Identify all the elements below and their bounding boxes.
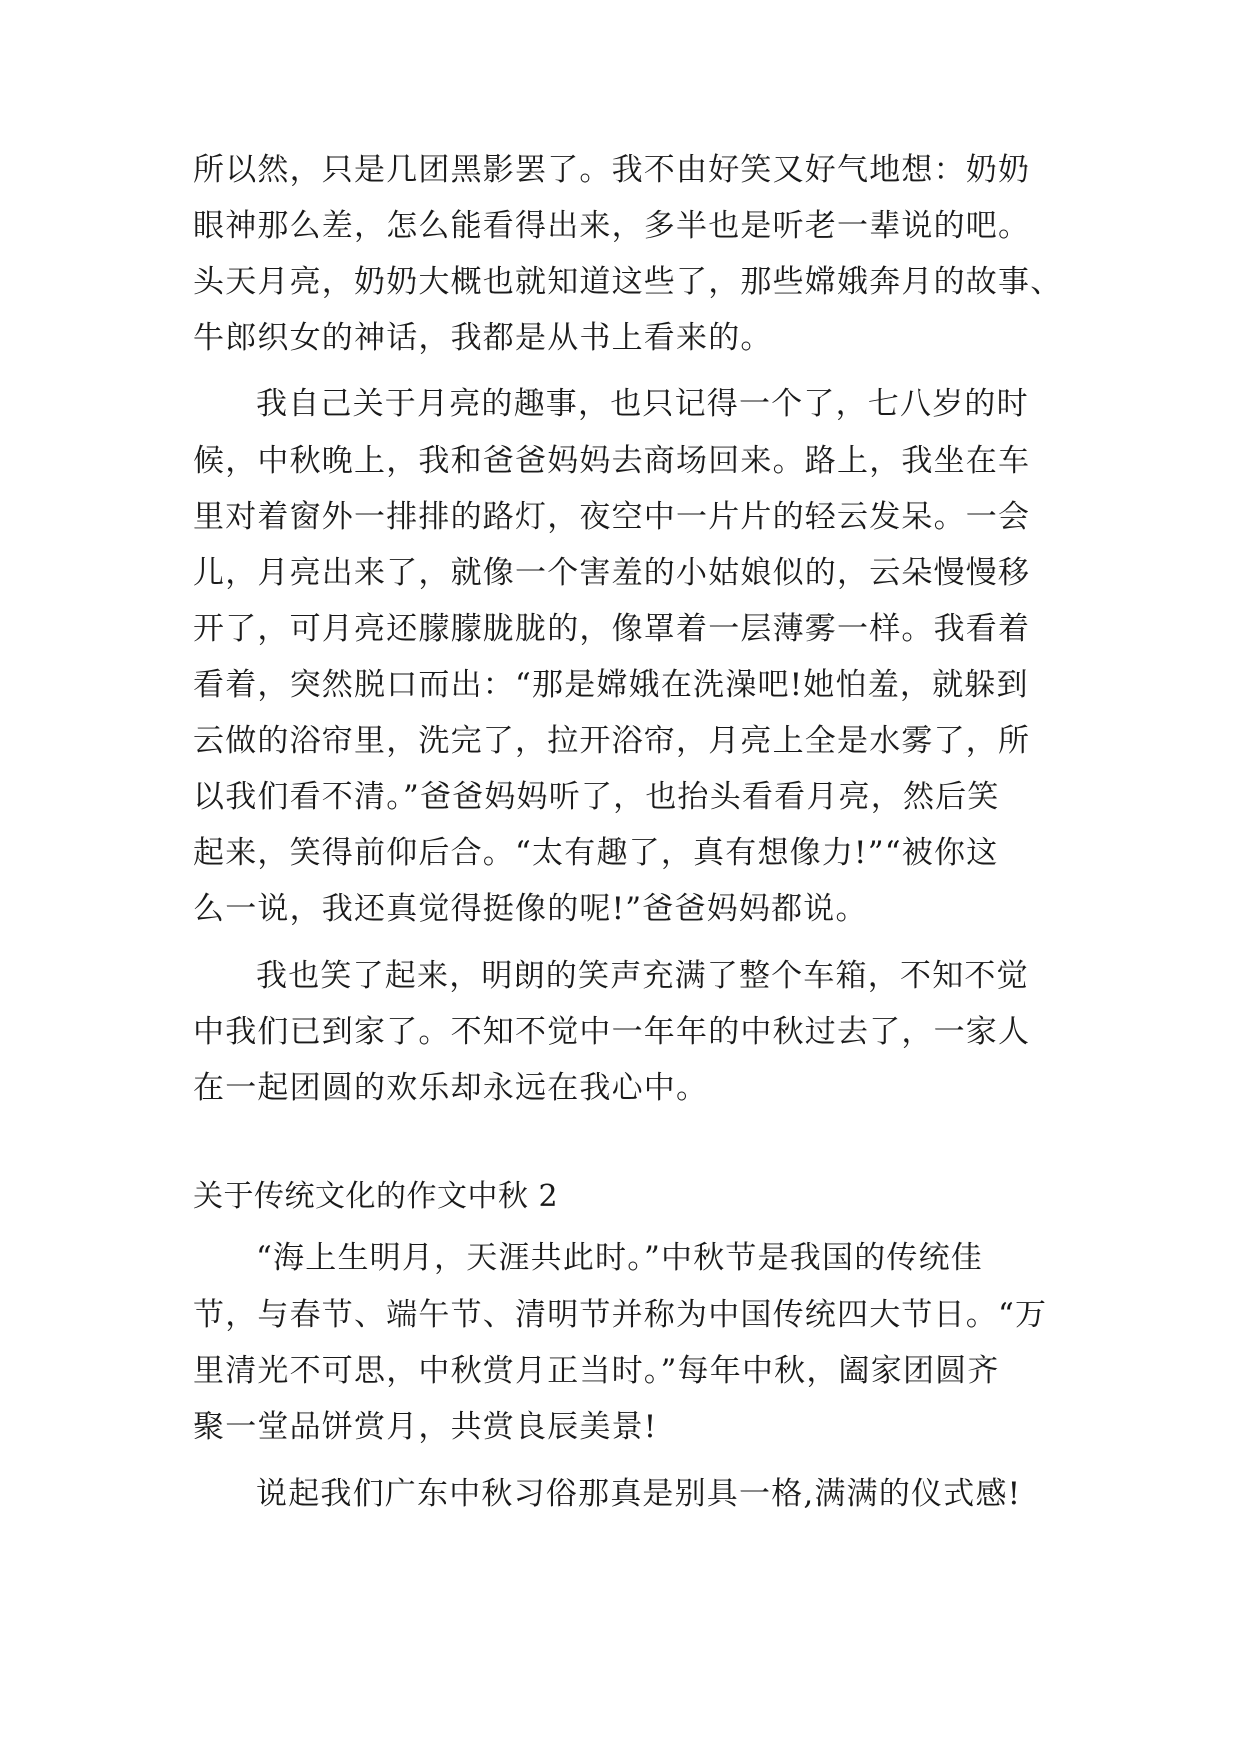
text-line: 节，与春节、端午节、清明节并称为中国传统四大节日。“万 xyxy=(193,1297,1048,1333)
text-line: 在一起团圆的欢乐却永远在我心中。 xyxy=(193,1070,709,1106)
text-line: 云做的浴帘里，洗完了，拉开浴帘，月亮上全是水雾了，所 xyxy=(193,723,1031,759)
text-line: 看着，突然脱口而出：“那是嫦娥在洗澡吧!她怕羞，就躲到 xyxy=(193,667,1029,703)
text-line: 候，中秋晚上，我和爸爸妈妈去商场回来。路上，我坐在车 xyxy=(193,443,1031,479)
text-line: 眼神那么差，怎么能看得出来，多半也是听老一辈说的吧。 xyxy=(193,208,1031,244)
text-line: “海上生明月，天涯共此时。”中秋节是我国的传统佳 xyxy=(256,1240,983,1276)
text-line: 起来，笑得前仰后合。“太有趣了，真有想像力!”“被你这 xyxy=(193,835,999,871)
section-heading: 关于传统文化的作文中秋 2 xyxy=(193,1179,559,1214)
text-line: 牛郎织女的神话，我都是从书上看来的。 xyxy=(193,320,773,356)
text-line: 以我们看不清。”爸爸妈妈听了，也抬头看看月亮，然后笑 xyxy=(193,779,1000,815)
text-line: 我也笑了起来，明朗的笑声充满了整个车箱，不知不觉 xyxy=(256,958,1029,994)
text-line: 里对着窗外一排排的路灯，夜空中一片片的轻云发呆。一会 xyxy=(193,499,1031,535)
text-line: 头天月亮，奶奶大概也就知道这些了，那些嫦娥奔月的故事、 xyxy=(193,264,1063,300)
text-line: 么一说，我还真觉得挺像的呢!”爸爸妈妈都说。 xyxy=(193,891,868,927)
text-line: 所以然，只是几团黑影罢了。我不由好笑又好气地想：奶奶 xyxy=(193,152,1031,188)
text-line: 聚一堂品饼赏月，共赏良辰美景! xyxy=(193,1409,658,1445)
text-line: 中我们已到家了。不知不觉中一年年的中秋过去了，一家人 xyxy=(193,1014,1031,1050)
text-line: 里清光不可思，中秋赏月正当时。”每年中秋，阖家团圆齐 xyxy=(193,1353,1000,1389)
text-line: 儿，月亮出来了，就像一个害羞的小姑娘似的，云朵慢慢移 xyxy=(193,555,1031,591)
text-line: 说起我们广东中秋习俗那真是别具一格,满满的仪式感! xyxy=(256,1476,1022,1512)
text-line: 我自己关于月亮的趣事，也只记得一个了，七八岁的时 xyxy=(256,386,1029,422)
text-line: 开了，可月亮还朦朦胧胧的，像罩着一层薄雾一样。我看着 xyxy=(193,611,1031,647)
